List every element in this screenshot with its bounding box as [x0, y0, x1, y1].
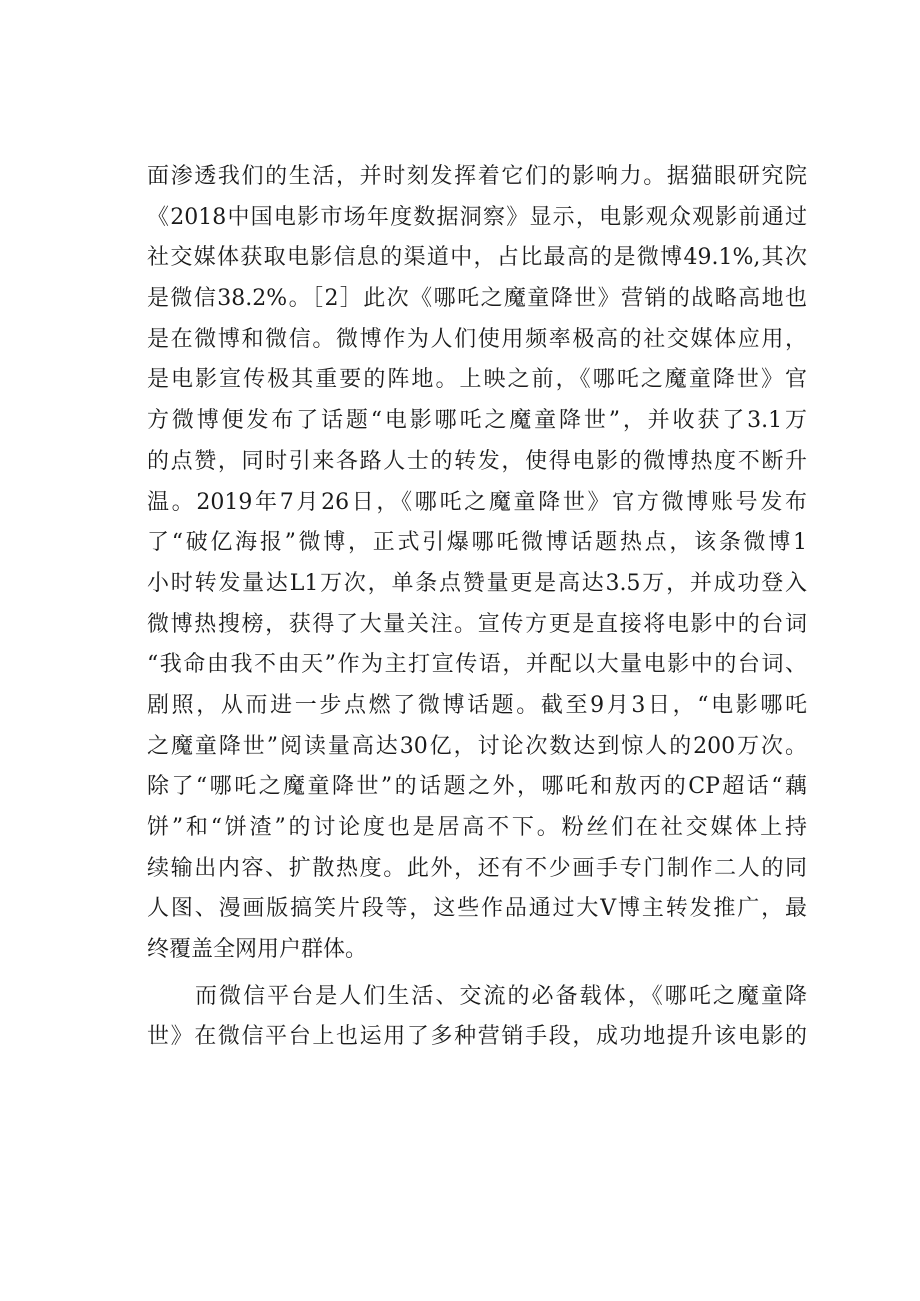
text-line: 《2018中国电影市场年度数据洞察》显示，电影观众观影前通过 [147, 204, 807, 230]
text-line: 终覆盖全网用户群体。 [147, 937, 368, 963]
text-line: 而微信平台是人们生活、交流的必备载体，《哪吒之魔童降 [195, 983, 807, 1009]
text-line: 方微博便发布了话题“电影哪吒之魔童降世”，并收获了3.1万 [147, 408, 807, 434]
text-line: 人图、漫画版搞笑片段等，这些作品通过大V博主转发推广，最 [147, 896, 807, 922]
text-line: 续输出内容、扩散热度。此外，还有不少画手专门制作二人的同 [147, 855, 807, 881]
paragraph-wechat [147, 977, 807, 1058]
text-line: 饼”和“饼渣”的讨论度也是居高不下。粉丝们在社交媒体上持 [147, 815, 807, 840]
text-line: 小时转发量达L1万次，单条点赞量更是高达3.5万，并成功登入 [147, 570, 807, 596]
paragraph-weibo [147, 157, 807, 971]
text-line: 社交媒体获取电影信息的渠道中，占比最高的是微博49.1%,其次 [147, 245, 807, 271]
text-line: 之魔童降世”阅读量高达30亿，讨论次数达到惊人的200万次。 [147, 733, 807, 759]
text-line: 微博热搜榜，获得了大量关注。宣传方更是直接将电影中的台词 [147, 611, 807, 637]
body-text [147, 157, 807, 1058]
text-line: 了“破亿海报”微博，正式引爆哪吒微博话题热点，该条微博1 [147, 530, 807, 556]
text-line: 世》在微信平台上也运用了多种营销手段，成功地提升该电影的 [147, 1024, 807, 1050]
text-line: 剧照，从而进一步点燃了微博话题。截至9月3日，“电影哪吒 [147, 692, 807, 718]
text-line: 的点赞，同时引来各路人士的转发，使得电影的微博热度不断升 [147, 448, 807, 474]
text-line: 是电影宣传极其重要的阵地。上映之前，《哪吒之魔童降世》官 [147, 367, 807, 393]
text-line: “我命由我不由天”作为主打宣传语，并配以大量电影中的台词、 [147, 652, 807, 678]
text-line: 是在微博和微信。微博作为人们使用频率极高的社交媒体应用， [147, 326, 807, 352]
text-line: 除了“哪吒之魔童降世”的话题之外，哪吒和敖丙的CP超话“藕 [147, 774, 807, 800]
text-line: 面渗透我们的生活，并时刻发挥着它们的影响力。据猫眼研究院 [147, 164, 807, 189]
text-line: 是微信38.2%。［2］此次《哪吒之魔童降世》营销的战略高地也 [147, 286, 807, 312]
text-line: 温。2019年7月26日，《哪吒之魔童降世》官方微博账号发布 [147, 489, 807, 515]
